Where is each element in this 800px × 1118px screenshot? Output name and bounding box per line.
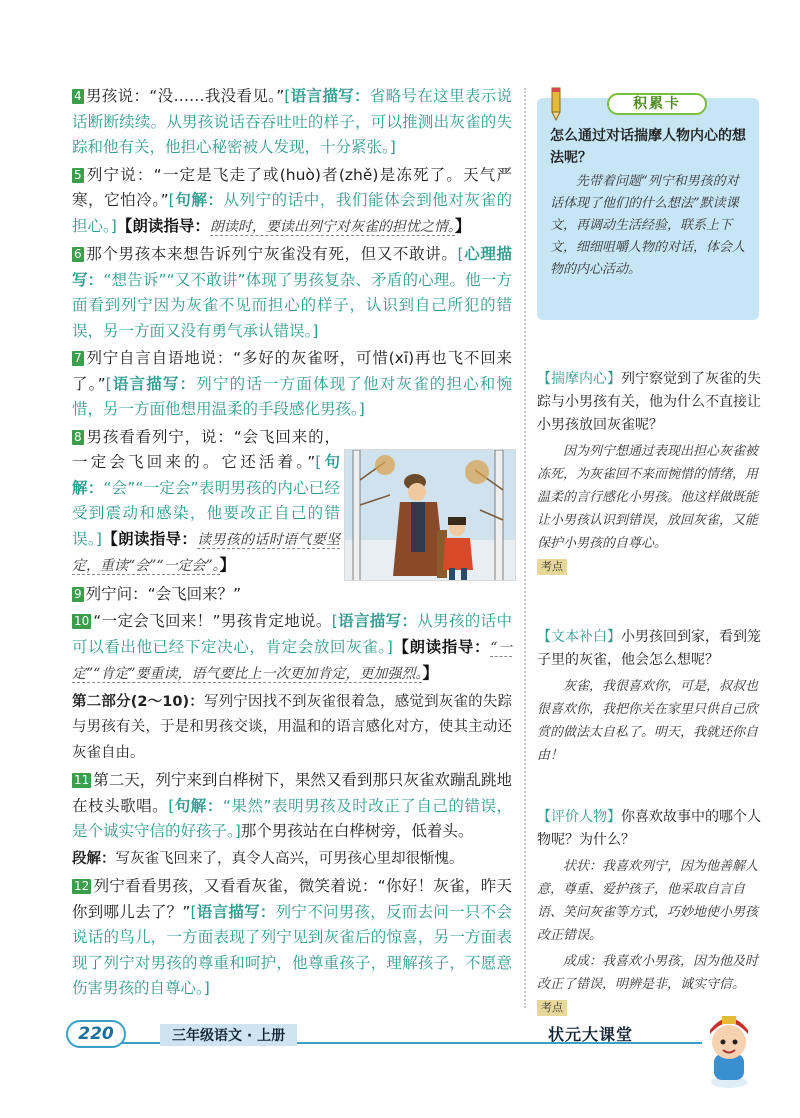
part-two-summary: [72, 690, 512, 767]
para-number: 10: [74, 614, 90, 628]
annotation-note: “会”“一定会”表明男孩的内心已经受到震动和感染，他要改正自己的错误。: [72, 478, 340, 548]
sidebar-answer-2: 成成：我喜欢小男孩，因为他及时改正了错误，明辨是非，诚实守信。考点: [537, 954, 759, 1014]
annotation-tag: 语言描写：: [196, 902, 276, 921]
paragraph-7: 7 列宁自言自语地说：“多好的灰雀呀，可惜(xī)再也飞不回来了。”[语言描写：列宁的话一方面体现了他对灰雀的担心和惋惜，另一方面他想用温柔的手段感化男孩。]: [72, 349, 512, 418]
reading-guide-tag: 【朗读指导：: [392, 637, 491, 656]
para-text: 列宁说：“一定是飞走了或(huò)者(zhě)是冻死了。天气严寒，它怕冷。”: [72, 165, 512, 209]
annotation-tag: 句解：: [72, 453, 340, 497]
paragraph-5: 5 列宁说：“一定是飞走了或(huò)者(zhě)是冻死了。天气严寒，它怕冷。”[句解：从列宁的话中，我们能体会到他对灰雀的担心。]【朗读指导：朗读时，要读出列宁对灰雀的担忧之情。】: [72, 165, 512, 235]
sidebar-label: 【文本补白】: [537, 629, 621, 645]
annotation-tag: 语言描写：: [290, 87, 370, 105]
para-number: 5: [74, 167, 82, 182]
para-number: 9: [74, 586, 82, 601]
page-number: 220: [66, 1020, 126, 1048]
card-title: 积累卡: [607, 93, 707, 115]
brand-name: 状元大课堂: [548, 1025, 634, 1044]
annotation-note: “果然”表明男孩及时改正了自己的错误，是个诚实守信的好孩子。: [72, 796, 512, 840]
section-summary: [72, 847, 512, 873]
mascot-icon: [694, 1010, 764, 1090]
para-text: 第二天，列宁来到白桦树下，果然又看到那只灰雀欢蹦乱跳地在枝头歌唱。: [72, 771, 512, 815]
annotation-note: “想告诉”“又不敢讲”体现了男孩复杂、矛盾的心理。他一方面看到列宁因为灰雀不见而担心的样子，认识到自己所犯的错误，另一方面又没有勇气承认错误。: [72, 270, 512, 340]
paragraph-9: [72, 582, 512, 608]
reading-guide-tag: 【朗读指导：: [101, 529, 198, 548]
paragraph-12: 12 列宁看看男孩，又看看灰雀，微笑着说：“你好！灰雀，昨天你到哪儿去了？”[语言描写：列宁不问男孩，反而去问一只不会说话的鸟儿，一方面表现了列宁见到灰雀后的惊喜，另一方面表现了列宁对男孩的尊重和呵护，他尊重孩子，理解孩子，不愿意伤害男孩的自尊心。]: [72, 877, 512, 997]
paragraph-10: 10 “一定会飞回来！”男孩肯定地说。[语言描写：从男孩的话中可以看出他已经下定决心，肯定会放回灰雀。]【朗读指导：“一定”“肯定”要重读，语气要比上一次更加肯定，更加强烈。】: [72, 612, 512, 682]
para-text: 列宁看看男孩，又看看灰雀，微笑着说：“你好！灰雀，昨天你到哪儿去了？”: [72, 877, 512, 921]
sidebar-answer-1: 状状：我喜欢列宁，因为他善解人意，尊重、爱护孩子，他采取自言自语、笑问灰雀等方式，巧妙地使小男孩改正错误。: [537, 859, 759, 943]
sidebar-label: 【评价人物】: [537, 809, 621, 825]
annotation-tag: 句解：: [174, 796, 223, 815]
annotation-tag: 心理描写：: [72, 245, 512, 289]
para-text: 列宁自言自语地说：“多好的灰雀呀，可惜(xī)再也飞不回来了。”: [72, 349, 512, 393]
annotation-note: 列宁的话一方面体现了他对灰雀的担心和惋惜，另一方面他想用温柔的手段感化男孩。: [72, 374, 512, 418]
card-body: [550, 125, 750, 281]
book-title: 三年级语文 · 上册: [160, 1024, 297, 1046]
paragraph-8: 8 男孩看看列宁，说：“会飞回来的，一定会飞回来的。它还活着。”[句解：“会”“一定会”表明男孩的内心已经受到震动和感染，他要改正自己的错误。]【朗读指导：读男孩的话时语气要坚定，重读“会”“一定会”。】: [72, 427, 340, 574]
reading-guide: 读男孩的话时语气要坚定，重读“会”“一定会”。: [72, 531, 340, 574]
annotation-note: 从列宁的话中，我们能体会到他对灰雀的担心。: [72, 191, 512, 235]
para-text-continued: 那个男孩站在白桦树旁，低着头。: [240, 822, 474, 840]
para-number: 11: [74, 773, 90, 787]
annotation-note: 从男孩的话中可以看出他已经下定决心，肯定会放回灰雀。: [72, 612, 512, 656]
card-answer: 先带着问题“列宁和男孩的对话体现了他们的什么想法”默读课文，再调动生活经验，联系上下文，细细咀嚼人物的对话，体会人物的内心活动。: [550, 174, 746, 277]
para-number: 4: [74, 89, 82, 103]
para-text: 那个男孩本来想告诉列宁灰雀没有死，但又不敢讲。: [85, 245, 458, 263]
sidebar-answer: 因为列宁想通过表现出担心灰雀被冻死，为灰雀回不来而惋惜的情绪，用温柔的言行感化小男孩。他这样做既能让小男孩认识到错误，放回灰雀，又能保护小男孩的自尊心。: [537, 444, 759, 551]
para-number: 12: [74, 879, 90, 893]
annotation-note: 省略号在这里表示说话断断续续。从男孩说话吞吞吐吐的样子，可以推测出灰雀的失踪和他有关，他担心秘密被人发现，十分紧张。: [72, 87, 512, 156]
column-divider: [524, 88, 526, 1008]
annotation-tag: 语言描写：: [111, 374, 197, 393]
pencil-icon: [541, 86, 571, 122]
para-number: 6: [74, 247, 82, 261]
para-text: 男孩说：“没……我没看见。”: [85, 87, 285, 105]
sidebar-question: 【揣摩内心】列宁察觉到了灰雀的失踪与小男孩有关，他为什么不直接让小男孩放回灰雀呢？: [537, 371, 761, 433]
para-number: 7: [74, 351, 82, 365]
illustration-drawing: [345, 450, 516, 581]
para-text: 男孩看看列宁，说：“会飞回来的，一定会飞回来的。它还活着。”: [72, 427, 340, 471]
sidebar-question: 【评价人物】你喜欢故事中的哪个人物呢？为什么？: [537, 809, 761, 848]
paragraph-11: 11 第二天，列宁来到白桦树下，果然又看到那只灰雀欢蹦乱跳地在枝头歌唱。[句解：“果然”表明男孩及时改正了自己的错误，是个诚实守信的好孩子。]那个男孩站在白桦树旁，低着头。: [72, 771, 512, 840]
annotation-note: 列宁不问男孩，反而去问一只不会说话的鸟儿，一方面表现了列宁见到灰雀后的惊喜，另一方面表现了列宁对男孩的尊重和呵护，他尊重孩子，理解孩子，不愿意伤害男孩的自尊心。: [72, 902, 512, 997]
sidebar-item-text-supplement: [537, 626, 765, 767]
lenin-and-boy-illustration: [344, 449, 516, 581]
reading-guide-tag: 【朗读指导：: [116, 216, 210, 235]
exam-point-badge: 考点: [537, 559, 567, 575]
summary-label: 段解：: [72, 850, 116, 867]
sidebar-label: 【揣摩内心】: [537, 371, 621, 387]
exam-point-badge: 考点: [537, 1000, 567, 1016]
sidebar-question: 【文本补白】小男孩回到家，看到笼子里的灰雀，他会怎么想呢？: [537, 629, 761, 668]
para-number: 8: [74, 429, 82, 444]
sidebar-item-evaluate-character: [537, 806, 765, 1019]
reading-guide: 朗读时，要读出列宁对灰雀的担忧之情。: [209, 218, 455, 235]
paragraph-4: 4 男孩说：“没……我没看见。”[语言描写：省略号在这里表示说话断断续续。从男孩说话吞吞吐吐的样子，可以推测出灰雀的失踪和他有关，他担心秘密被人发现，十分紧张。]: [72, 87, 512, 156]
part-label: 第二部分(2～10)：: [72, 693, 204, 710]
annotation-tag: 语言描写：: [337, 612, 418, 630]
card-question: 怎么通过对话揣摩人物内心的想法呢？: [550, 128, 746, 166]
paragraph-6: 6 那个男孩本来想告诉列宁灰雀没有死，但又不敢讲。[心理描写：“想告诉”“又不敢讲”体现了男孩复杂、矛盾的心理。他一方面看到列宁因为灰雀不见而担心的样子，认识到自己所犯的错误，另一方面又没有勇气承认错误。]: [72, 245, 512, 340]
part-text: 写列宁因找不到灰雀很着急，感觉到灰雀的失踪与男孩有关，于是和男孩交谈，用温和的语言感化对方，使其主动还灰雀自由。: [72, 693, 513, 761]
sidebar-item-inner-thoughts: [537, 368, 765, 578]
annotation-tag: 句解：: [174, 191, 224, 209]
summary-text: 写灰雀飞回来了，真令人高兴，可男孩心里却很惭愧。: [115, 850, 464, 867]
para-text: “一定会飞回来！”男孩肯定地说。: [93, 612, 332, 630]
para-text: 列宁问：“会飞回来？”: [85, 584, 242, 603]
reading-guide: “一定”“肯定”要重读，语气要比上一次更加肯定，更加强烈。: [72, 639, 512, 682]
sidebar-answer: 灰雀，我很喜欢你，可是，叔叔也很喜欢你，我把你关在家里只供自己欣赏的做法太自私了。明天，我就还你自由！: [537, 679, 759, 763]
